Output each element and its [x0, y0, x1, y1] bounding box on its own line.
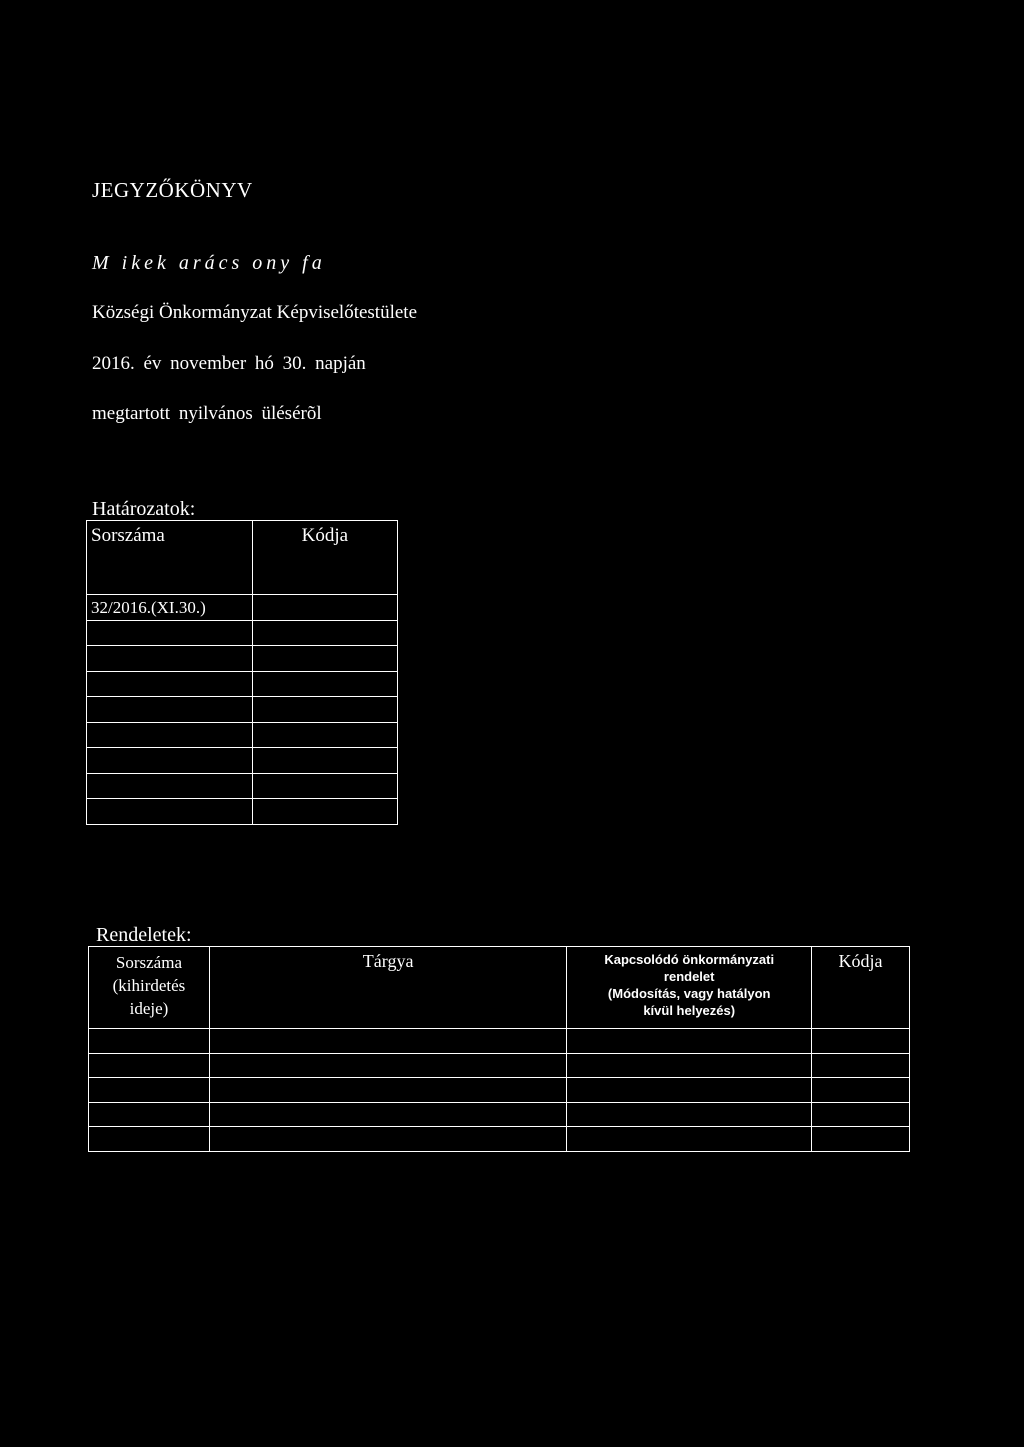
- table-row: [87, 773, 398, 799]
- table-cell: [252, 799, 397, 825]
- table-cell: [252, 620, 397, 646]
- table-cell: [252, 773, 397, 799]
- table-row: [87, 646, 398, 672]
- table-cell: [252, 671, 397, 697]
- table-cell: [567, 1053, 812, 1078]
- resolutions-col-code: Kódja: [252, 521, 397, 595]
- body-name-line: Községi Önkormányzat Képviselőtestülete: [92, 302, 418, 323]
- table-cell: [812, 1078, 910, 1103]
- session-type-line: megtartott nyilvános ülésérõl: [92, 403, 322, 424]
- decrees-col-related-line: Kapcsolódó önkormányzati: [604, 952, 775, 967]
- table-cell: [252, 646, 397, 672]
- table-cell: [87, 671, 253, 697]
- table-row: [87, 620, 398, 646]
- table-cell: [87, 697, 253, 723]
- table-cell: [252, 697, 397, 723]
- decrees-col-number-line: Sorszáma: [115, 953, 182, 972]
- table-cell: [89, 1029, 210, 1054]
- table-cell: [812, 1053, 910, 1078]
- table-row: [87, 671, 398, 697]
- municipality-name: M ikek arács ony fa: [92, 252, 326, 274]
- decrees-col-related-line: (Módosítás, vagy hatályon: [607, 986, 771, 1001]
- decrees-col-code: Kódja: [812, 947, 910, 1029]
- decrees-col-number-line: ideje): [129, 999, 169, 1018]
- resolutions-header-row: [87, 521, 398, 595]
- table-cell: [812, 1127, 910, 1152]
- table-cell: [567, 1127, 812, 1152]
- document-title: JEGYZŐKÖNYV: [92, 178, 253, 202]
- table-cell: [252, 748, 397, 774]
- table-cell: [209, 1102, 566, 1127]
- table-row: [87, 722, 398, 748]
- resolutions-table: [86, 520, 398, 825]
- table-row: [89, 1102, 910, 1127]
- decrees-col-number: [89, 947, 210, 1029]
- table-row: [87, 748, 398, 774]
- decrees-heading: Rendeletek:: [96, 924, 192, 946]
- table-cell: [209, 1029, 566, 1054]
- table-cell: [812, 1102, 910, 1127]
- decrees-col-related: [567, 947, 812, 1029]
- table-cell: [567, 1029, 812, 1054]
- decrees-col-subject: Tárgya: [209, 947, 566, 1029]
- table-cell: [87, 748, 253, 774]
- table-cell: [567, 1102, 812, 1127]
- table-cell: [87, 620, 253, 646]
- decrees-table: [88, 946, 910, 1152]
- table-cell: [252, 722, 397, 748]
- table-cell: [89, 1053, 210, 1078]
- table-cell: 32/2016.(XI.30.): [87, 595, 253, 621]
- decrees-col-related-line: rendelet: [663, 969, 715, 984]
- table-row: [89, 1053, 910, 1078]
- decrees-header-row: [89, 947, 910, 1029]
- table-row: [87, 697, 398, 723]
- table-cell: [209, 1127, 566, 1152]
- table-cell: [87, 799, 253, 825]
- table-cell: [89, 1078, 210, 1103]
- table-row: [87, 799, 398, 825]
- resolutions-heading: Határozatok:: [92, 498, 196, 520]
- table-cell: [87, 722, 253, 748]
- table-row: [87, 595, 398, 621]
- table-cell: [567, 1078, 812, 1103]
- table-cell: [209, 1078, 566, 1103]
- table-row: [89, 1078, 910, 1103]
- table-cell: [89, 1102, 210, 1127]
- resolutions-col-number: Sorszáma: [87, 521, 253, 595]
- table-cell: [89, 1127, 210, 1152]
- session-date-line: 2016. év november hó 30. napján: [92, 353, 366, 374]
- table-cell: [252, 595, 397, 621]
- table-cell: [87, 646, 253, 672]
- table-cell: [209, 1053, 566, 1078]
- table-row: [89, 1127, 910, 1152]
- table-row: [89, 1029, 910, 1054]
- table-cell: [812, 1029, 910, 1054]
- decrees-col-number-line: (kihirdetés: [112, 976, 186, 995]
- decrees-col-related-line: kívül helyezés): [643, 1003, 736, 1018]
- table-cell: [87, 773, 253, 799]
